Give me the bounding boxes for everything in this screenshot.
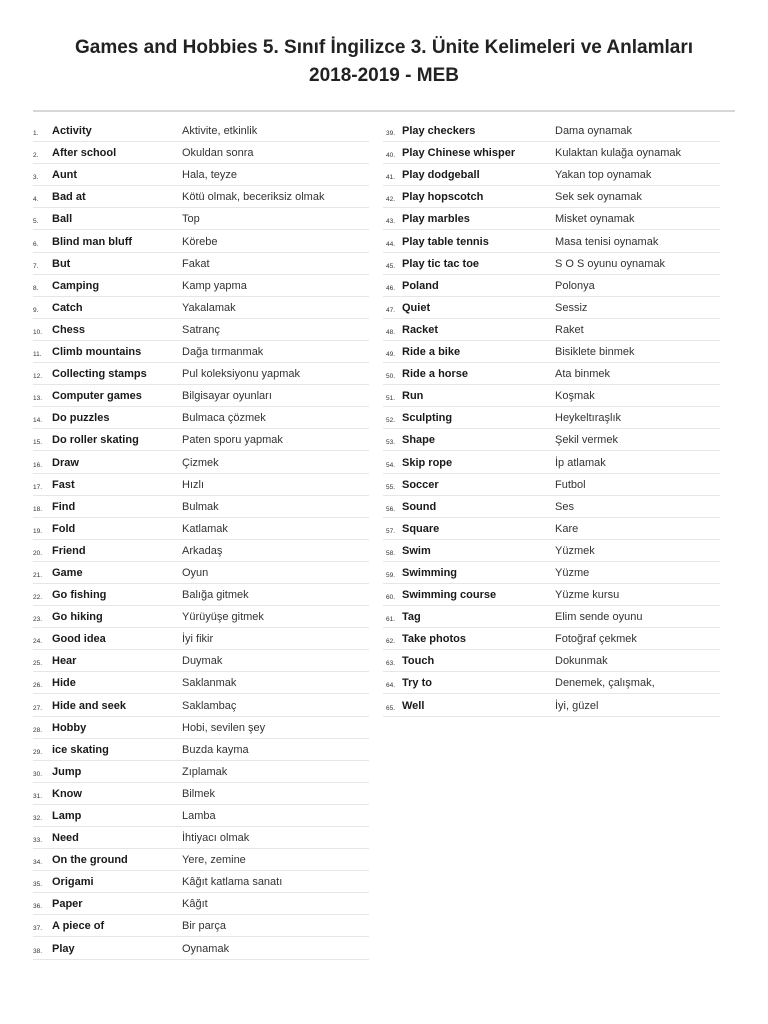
title-line-1: Games and Hobbies 5. Sınıf İngilizce 3. Ünite Kelimeleri ve Anlamları [74,37,694,58]
turkish-meaning: Arkadaş [182,544,223,557]
turkish-meaning: Misket oynamak [555,213,635,226]
turkish-meaning: Saklanmak [182,677,237,690]
vocabulary-row [33,694,369,716]
vocabulary-row [383,407,720,429]
vocabulary-row [33,341,369,363]
english-word: Ride a bike [402,346,461,359]
vocabulary-row [33,849,369,871]
turkish-meaning: Dağa tırmanmak [182,346,264,359]
english-word: Take photos [402,633,466,646]
english-word: Know [52,787,82,800]
english-word: Hide and seek [52,699,126,712]
english-word: Shape [402,434,436,447]
vocabulary-row [33,230,369,252]
vocabulary-row [33,540,369,562]
english-word: Friend [52,544,86,557]
vocabulary-row [383,694,720,716]
turkish-meaning: Heykeltıraşlık [555,412,622,425]
english-word: On the ground [52,854,128,867]
entry-number: 65. [386,704,396,712]
entry-number: 63. [386,660,396,668]
entry-number: 34. [33,859,43,867]
entry-number: 5. [33,218,39,226]
turkish-meaning: Şekil vermek [555,434,618,447]
vocabulary-row [33,474,369,496]
vocabulary-row [33,275,369,297]
turkish-meaning: Hala, teyze [182,169,238,182]
english-word: Collecting stamps [52,368,147,381]
english-word: Touch [402,655,435,668]
vocabulary-row [33,297,369,319]
entry-number: 61. [386,616,396,624]
turkish-meaning: Zıplamak [182,765,228,778]
english-word: Hide [52,677,76,690]
vocabulary-row [33,451,369,473]
english-word: Ball [52,213,73,226]
vocabulary-row [383,319,720,341]
vocabulary-row [33,385,369,407]
entry-number: 8. [33,284,39,292]
vocabulary-row [33,628,369,650]
vocabulary-row [33,893,369,915]
english-word: After school [52,147,117,160]
entry-number: 33. [33,837,43,845]
english-word: Skip rope [402,456,453,469]
english-word: Fold [52,522,76,535]
vocabulary-row [33,164,369,186]
vocabulary-row [383,230,720,252]
turkish-meaning: Fotoğraf çekmek [555,633,637,646]
entry-number: 45. [386,262,396,270]
turkish-meaning: Bulmaca çözmek [182,412,266,425]
entry-number: 40. [386,152,396,160]
turkish-meaning: Yere, zemine [182,854,246,867]
vocabulary-row [33,186,369,208]
vocabulary-row [33,717,369,739]
entry-number: 44. [386,240,396,248]
vocabulary-row [383,584,720,606]
english-word: Play hopscotch [402,191,484,204]
turkish-meaning: Sek sek oynamak [555,191,642,204]
entry-number: 12. [33,373,43,381]
english-word: A piece of [52,920,105,933]
english-word: Find [52,500,76,513]
vocabulary-row [383,628,720,650]
english-word: Lamp [52,810,82,822]
entry-number: 46. [386,284,396,292]
vocabulary-row [383,120,720,142]
turkish-meaning: Raket [555,323,584,336]
english-word: Play checkers [402,125,476,138]
vocabulary-row [33,783,369,805]
entry-number: 22. [33,594,43,602]
entry-number: 55. [386,483,396,491]
turkish-meaning: Yüzmek [555,544,595,557]
entry-number: 2. [33,152,39,160]
vocabulary-row [383,142,720,164]
english-word: Blind man bluff [52,235,133,248]
vocabulary-row [383,451,720,473]
vocabulary-row [33,429,369,451]
english-word: Swim [402,544,431,557]
english-word: Jump [52,765,82,778]
turkish-meaning: Pul koleksiyonu yapmak [182,368,301,381]
turkish-meaning: Elim sende oyunu [555,611,643,624]
english-word: Computer games [52,390,142,403]
english-word: Hear [52,655,77,668]
english-word: Chess [52,323,86,336]
turkish-meaning: Bulmak [182,500,219,513]
entry-number: 13. [33,395,43,403]
entry-number: 39. [386,130,396,138]
vocabulary-column-right [383,120,720,717]
turkish-meaning: Dama oynamak [555,125,633,138]
entry-number: 62. [386,638,396,646]
vocabulary-row [33,319,369,341]
turkish-meaning: Kulaktan kulağa oynamak [555,147,681,160]
english-word: Ride a horse [402,368,469,381]
entry-number: 56. [386,505,396,513]
english-word: Sculpting [402,412,453,425]
vocabulary-row [33,650,369,672]
turkish-meaning: Okuldan sonra [182,147,254,160]
turkish-meaning: Futbol [555,478,586,491]
english-word: Soccer [402,478,439,491]
english-word: Try to [402,677,432,690]
turkish-meaning: Ata binmek [555,368,611,381]
turkish-meaning: Polonya [555,279,595,292]
entry-number: 64. [386,682,396,690]
vocabulary-row [383,540,720,562]
turkish-meaning: Duymak [182,655,223,668]
turkish-meaning: Top [182,213,200,226]
turkish-meaning: İyi fikir [182,633,214,646]
english-word: Play marbles [402,213,470,226]
english-word: But [52,257,71,270]
english-word: Quiet [402,301,431,314]
english-word: Play table tennis [402,235,489,248]
vocabulary-row [383,297,720,319]
entry-number: 23. [33,616,43,624]
english-word: Go hiking [52,611,103,624]
entry-number: 49. [386,351,396,359]
turkish-meaning: S O S oyunu oynamak [555,257,666,270]
english-word: ice skating [52,743,109,756]
english-word: Run [402,390,424,403]
turkish-meaning: Yürüyüşe gitmek [182,611,264,624]
entry-number: 36. [33,903,43,911]
vocabulary-row [33,253,369,275]
entry-number: 57. [386,527,396,535]
turkish-meaning: Saklambaç [182,699,237,712]
entry-number: 58. [386,549,396,557]
english-word: Good idea [52,633,106,646]
turkish-meaning: Kare [555,522,579,535]
english-word: Play tic tac toe [402,257,480,270]
turkish-meaning: Fakat [182,257,210,270]
entry-number: 52. [386,417,396,425]
english-word: Bad at [52,191,86,204]
turkish-meaning: Paten sporu yapmak [182,434,283,447]
entry-number: 10. [33,328,43,336]
english-word: Climb mountains [52,346,142,359]
turkish-meaning: Oyun [182,566,209,579]
entry-number: 19. [33,527,43,535]
turkish-meaning: Yakan top oynamak [555,169,652,182]
entry-number: 18. [33,505,43,513]
turkish-meaning: Ses [555,500,574,513]
entry-number: 25. [33,660,43,668]
vocabulary-row [383,186,720,208]
vocabulary-row [33,142,369,164]
entry-number: 7. [33,262,39,270]
entry-number: 4. [33,196,39,204]
turkish-meaning: Katlamak [182,522,228,535]
vocabulary-row [383,672,720,694]
vocabulary-row [33,363,369,385]
vocabulary-row [33,827,369,849]
entry-number: 1. [33,130,39,138]
entry-number: 54. [386,461,396,469]
english-word: Paper [52,898,83,911]
page-title [30,34,738,90]
entry-number: 30. [33,770,43,778]
entry-number: 53. [386,439,396,447]
english-word: Racket [402,323,439,336]
vocabulary-row [383,562,720,584]
vocabulary-row [383,341,720,363]
turkish-meaning: Aktivite, etkinlik [182,125,258,138]
turkish-meaning: Körebe [182,235,218,248]
vocabulary-row [33,739,369,761]
english-word: Tag [402,611,421,624]
vocabulary-row [383,518,720,540]
english-word: Do puzzles [52,412,110,425]
vocabulary-row [33,562,369,584]
turkish-meaning: Masa tenisi oynamak [555,235,659,248]
turkish-meaning: İyi, güzel [555,699,599,712]
turkish-meaning: İhtiyacı olmak [182,832,250,845]
turkish-meaning: Sessiz [555,301,588,314]
english-word: Poland [402,279,439,292]
vocabulary-row [383,208,720,230]
vocabulary-row [383,474,720,496]
english-word: Sound [402,500,437,513]
vocabulary-row [383,275,720,297]
entry-number: 17. [33,483,43,491]
entry-number: 41. [386,174,396,182]
english-word: Catch [52,301,83,314]
turkish-meaning: Oynamak [182,942,230,955]
vocabulary-row [33,672,369,694]
vocabulary-row [383,363,720,385]
vocabulary-row [33,915,369,937]
entry-number: 28. [33,726,43,734]
english-word: Go fishing [52,589,107,602]
entry-number: 31. [33,792,43,800]
entry-number: 38. [33,947,43,955]
vocabulary-row [33,407,369,429]
entry-number: 32. [33,815,43,822]
entry-number: 47. [386,306,396,314]
vocabulary-row [33,208,369,230]
turkish-meaning: Hobi, sevilen şey [182,721,266,734]
entry-number: 14. [33,417,43,425]
entry-number: 9. [33,306,39,314]
turkish-meaning: İp atlamak [555,456,606,469]
title-line-2: 2018-2019 - MEB [309,65,459,86]
turkish-meaning: Bisiklete binmek [555,346,635,359]
english-word: Activity [52,125,92,138]
turkish-meaning: Hızlı [182,478,204,491]
vocabulary-row [33,120,369,142]
english-word: Camping [52,279,100,292]
vocabulary-row [33,761,369,783]
vocabulary-row [383,496,720,518]
english-word: Play dodgeball [402,169,480,182]
turkish-meaning: Bilmek [182,787,216,800]
english-word: Need [52,832,79,845]
entry-number: 29. [33,748,43,756]
english-word: Play [52,942,75,955]
english-word: Hobby [52,721,87,734]
turkish-meaning: Kâğıt katlama sanatı [182,876,283,889]
vocabulary-row [383,429,720,451]
english-word: Draw [52,456,79,469]
english-word: Swimming course [402,589,497,602]
vocabulary-row [33,606,369,628]
turkish-meaning: Kötü olmak, beceriksiz olmak [182,191,325,204]
turkish-meaning: Dokunmak [555,655,608,668]
vocabulary-row [33,518,369,540]
turkish-meaning: Denemek, çalışmak, [555,677,655,690]
vocabulary-row [383,385,720,407]
turkish-meaning: Çizmek [182,456,219,469]
turkish-meaning: Bilgisayar oyunları [182,390,272,403]
entry-number: 51. [386,395,396,403]
english-word: Well [402,699,425,712]
entry-number: 15. [33,439,43,447]
turkish-meaning: Yüzme kursu [555,589,620,602]
entry-number: 6. [33,240,39,248]
english-word: Origami [52,876,94,889]
turkish-meaning: Kâğıt [182,898,208,911]
turkish-meaning: Balığa gitmek [182,589,249,602]
turkish-meaning: Satranç [182,323,220,336]
english-word: Aunt [52,169,78,182]
vocabulary-row [33,584,369,606]
title-divider [33,110,735,112]
entry-number: 35. [33,881,43,889]
turkish-meaning: Lamba [182,810,216,822]
vocabulary-column-left [33,120,369,960]
entry-number: 60. [386,594,396,602]
entry-number: 27. [33,704,43,712]
turkish-meaning: Koşmak [555,390,595,403]
vocabulary-row [383,650,720,672]
entry-number: 3. [33,174,39,182]
vocabulary-row [383,253,720,275]
entry-number: 11. [33,351,42,359]
entry-number: 16. [33,461,43,469]
turkish-meaning: Kamp yapma [182,279,247,292]
english-word: Do roller skating [52,434,139,447]
turkish-meaning: Yüzme [555,566,590,579]
entry-number: 20. [33,549,43,557]
entry-number: 37. [33,925,43,933]
entry-number: 59. [386,571,396,579]
entry-number: 21. [33,571,43,579]
turkish-meaning: Bir parça [182,920,227,933]
vocabulary-row [33,871,369,893]
turkish-meaning: Buzda kayma [182,743,249,756]
entry-number: 43. [386,218,396,226]
entry-number: 24. [33,638,43,646]
entry-number: 42. [386,196,396,204]
turkish-meaning: Yakalamak [182,301,236,314]
entry-number: 26. [33,682,43,690]
vocabulary-row [383,164,720,186]
entry-number: 50. [386,373,396,381]
english-word: Square [402,522,440,535]
english-word: Swimming [402,566,458,579]
english-word: Play Chinese whisper [402,147,516,160]
vocabulary-row [33,937,369,959]
english-word: Game [52,566,83,579]
vocabulary-row [33,496,369,518]
english-word: Fast [52,478,75,491]
vocabulary-row [33,805,369,827]
vocabulary-row [383,606,720,628]
entry-number: 48. [386,328,396,336]
